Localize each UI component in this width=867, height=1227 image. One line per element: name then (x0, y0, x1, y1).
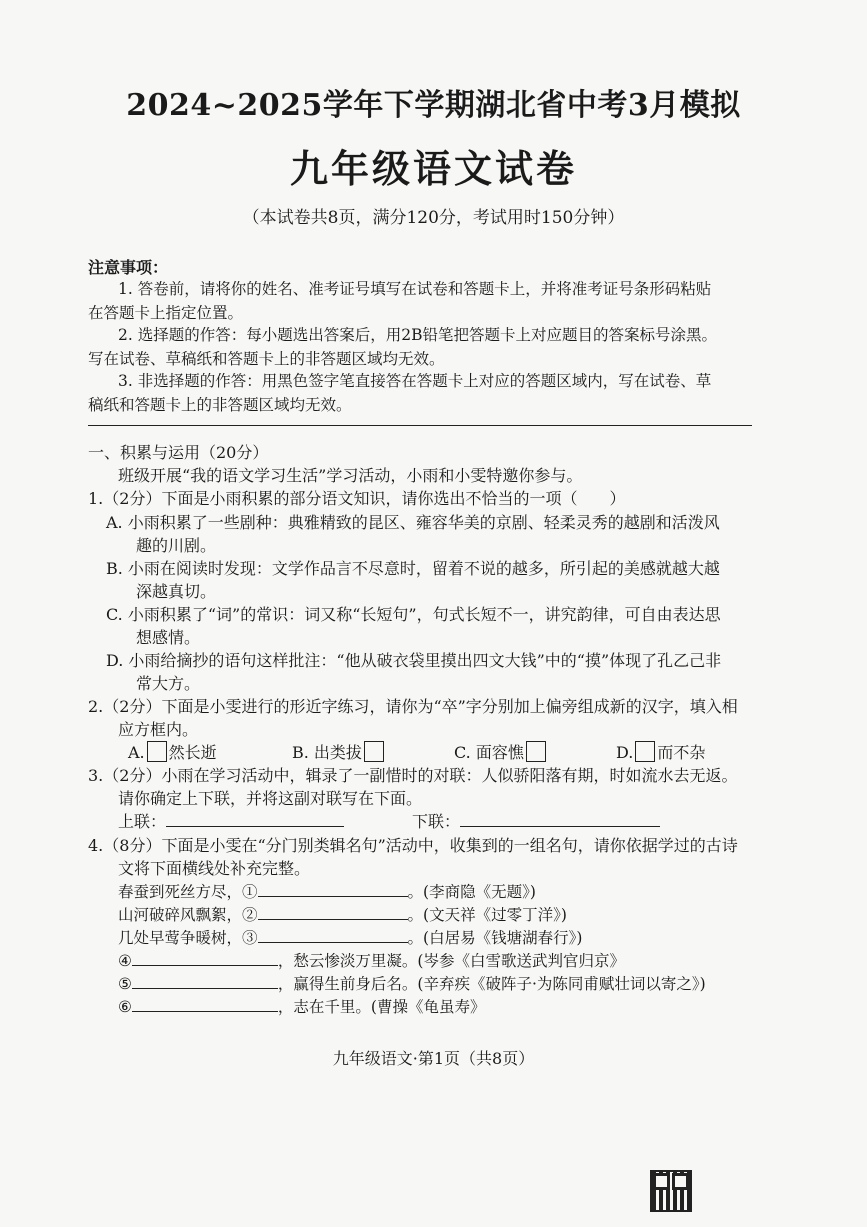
notice-item3-line1: 3. 非选择题的作答：用黑色签字笔直接答在答题卡上对应的答题区域内，写在试卷、草 (118, 372, 712, 390)
q4-blank-6[interactable] (132, 1011, 278, 1012)
q4-line-2 (118, 903, 567, 925)
q1-option-b-line2: 深越真切。 (136, 582, 217, 601)
q3-lower-label: 下联： (412, 812, 461, 831)
page-footer: 九年级语文·第1页（共8页） (332, 1049, 535, 1068)
q4-line-4 (118, 949, 625, 971)
q4-blank-3[interactable] (258, 942, 408, 943)
q4-line-6-suffix: ，志在千里。(曹操《龟虽寿》 (277, 998, 486, 1016)
q4-line-2-suffix: 。(文天祥《过零丁洋》) (407, 906, 567, 924)
q1-option-a-line1: A. 小雨积累了一些剧种：典雅精致的昆区、雍容华美的京剧、轻柔灵秀的越剧和活泼风 (106, 513, 720, 532)
q2-option-b-text: B. 出类拔 (292, 743, 362, 762)
q2-option-c-text: C. 面容憔 (454, 743, 524, 762)
q4-line-3 (118, 926, 582, 948)
q2-answer-box-d[interactable] (635, 741, 655, 762)
q2-option-d (616, 740, 705, 763)
section1-intro: 班级开展“我的语文学习生活”学习活动，小雨和小雯特邀你参与。 (118, 466, 583, 485)
q3-upper-couplet (118, 809, 344, 832)
q2-option-a-text: 然长逝 (168, 743, 217, 762)
q4-line-6 (118, 995, 485, 1017)
q4-line-3-suffix: 。(白居易《钱塘湖春行》) (407, 929, 583, 947)
q4-blank-4[interactable] (132, 965, 278, 966)
q4-line-2-prefix: 山河破碎风飘絮，② (118, 906, 258, 924)
q4-blank-5[interactable] (132, 988, 278, 989)
q3-upper-blank[interactable] (166, 826, 344, 827)
q1-option-a-line2: 趣的川剧。 (136, 536, 217, 555)
q4-line-5 (118, 972, 706, 994)
q4-line-4-suffix: ，愁云惨淡万里凝。(岑参《白雪歌送武判官归京》 (277, 952, 625, 970)
q3-stem-line1: 3.（2分）小雨在学习活动中，辑录了一副惜时的对联：人似骄阳落有期，时如流水去无返。 (88, 766, 738, 785)
q3-stem-line2: 请你确定上下联，并将这副对联写在下面。 (118, 789, 423, 808)
q4-stem-line2: 文将下面横线处补充完整。 (118, 859, 311, 878)
exam-title-line1: 2024~2025学年下学期湖北省中考3月模拟 (126, 88, 741, 123)
q1-option-d-line1: D. 小雨给摘抄的语句这样批注：“他从破衣袋里摸出四文大钱”中的“摸”体现了孔乙己非 (106, 651, 722, 670)
notice-item2-line1: 2. 选择题的作答：每小题选出答案后，用2B铅笔把答题卡上对应题目的答案标号涂黑。 (118, 326, 717, 344)
q4-blank-1[interactable] (258, 896, 408, 897)
q1-stem: 1.（2分）下面是小雨积累的部分语文知识，请你选出不恰当的一项（ ） (88, 489, 626, 508)
q2-option-a (128, 740, 217, 763)
q2-stem-line2: 应方框内。 (118, 720, 199, 739)
q4-line-5-prefix: ⑤ (118, 975, 132, 993)
notice-item1-line1: 1. 答卷前，请将你的姓名、准考证号填写在试卷和答题卡上，并将准考证号条形码粘贴 (118, 280, 712, 298)
q4-blank-2[interactable] (258, 919, 408, 920)
notice-item1-line2: 在答题卡上指定位置。 (88, 304, 244, 322)
q3-upper-label: 上联： (118, 812, 167, 831)
exam-title-line2: 九年级语文试卷 (289, 146, 577, 191)
q1-option-d-line2: 常大方。 (136, 674, 201, 693)
notice-heading: 注意事项： (88, 258, 169, 277)
q2-answer-box-a[interactable] (147, 741, 167, 762)
q1-option-b-line1: B. 小雨在阅读时发现：文学作品言不尽意时，留着不说的越多，所引起的美感就越大越 (106, 559, 720, 578)
q4-stem-line1: 4.（8分）下面是小雯在“分门别类辑名句”活动中，收集到的一组名句，请你依据学过的古诗 (88, 836, 738, 855)
q2-option-b (292, 740, 386, 763)
q4-line-5-suffix: ，赢得生前身后名。(辛弃疾《破阵子·为陈同甫赋壮词以寄之》) (277, 975, 706, 993)
q4-line-1 (118, 880, 536, 902)
q4-line-3-prefix: 几处早莺争暖树，③ (118, 929, 258, 947)
q2-answer-box-c[interactable] (526, 741, 546, 762)
q2-answer-box-b[interactable] (364, 741, 384, 762)
q2-option-d-text: 而不杂 (657, 743, 706, 762)
q1-option-c-line2: 想感情。 (136, 628, 201, 647)
q4-line-1-suffix: 。(李商隐《无题》) (407, 883, 536, 901)
q4-line-4-prefix: ④ (118, 952, 132, 970)
divider-line (88, 425, 752, 426)
q2-option-d-label: D. (616, 743, 634, 762)
q3-lower-blank[interactable] (460, 826, 660, 827)
q3-lower-couplet (412, 809, 660, 832)
notice-item3-line2: 稿纸和答题卡上的非答题区域均无效。 (88, 396, 352, 414)
q2-option-a-label: A. (128, 743, 145, 762)
q2-stem-line1: 2.（2分）下面是小雯进行的形近字练习，请你为“卒”字分别加上偏旁组成新的汉字，填入相 (88, 697, 738, 716)
notice-item2-line2: 写在试卷、草稿纸和答题卡上的非答题区域均无效。 (88, 350, 445, 368)
q2-option-c (454, 740, 548, 763)
q1-option-c-line1: C. 小雨积累了“词”的常识：词又称“长短句”，句式长短不一，讲究韵律，可自由表达思 (106, 605, 721, 624)
exam-subtitle: （本试卷共8页，满分120分，考试用时150分钟） (242, 208, 625, 228)
q4-line-6-prefix: ⑥ (118, 998, 132, 1016)
q4-line-1-prefix: 春蚕到死丝方尽，① (118, 883, 258, 901)
section1-heading: 一、积累与运用（20分） (88, 443, 269, 462)
qr-code-icon (650, 1170, 692, 1212)
